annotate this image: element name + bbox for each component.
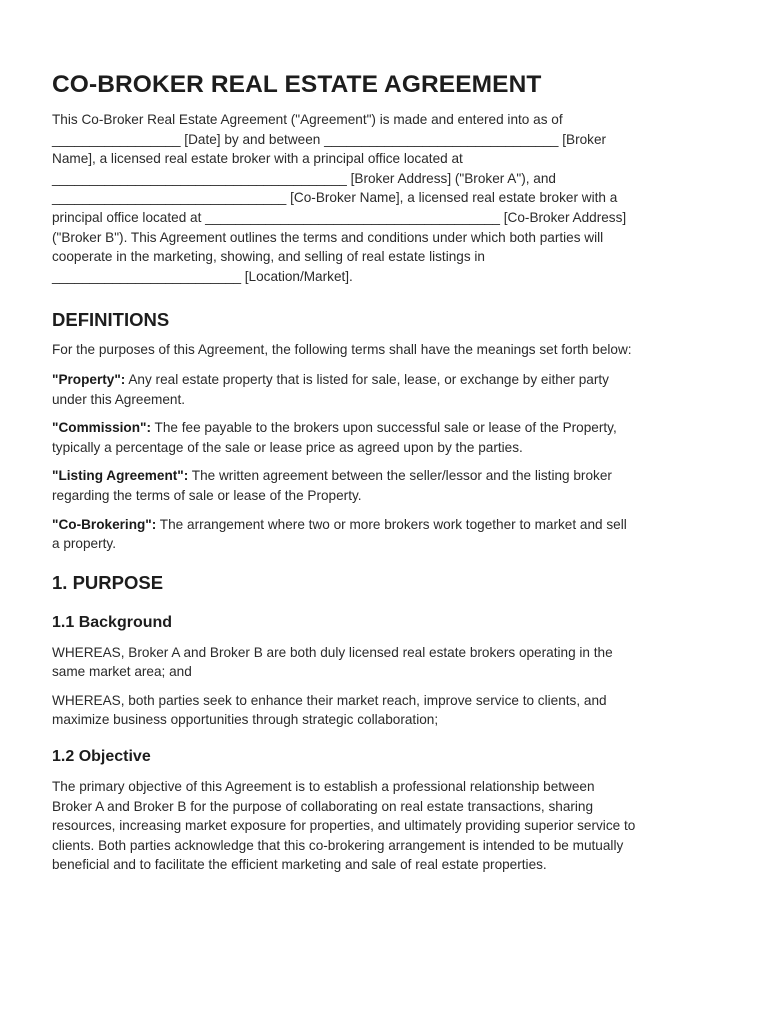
definition-text: under this Agreement. (52, 391, 185, 407)
definitions-lead: For the purposes of this Agreement, the following terms shall have the meanings set forth below: (52, 342, 632, 358)
purpose-heading: 1. PURPOSE (52, 571, 164, 593)
definition-term: "Property": (52, 371, 126, 387)
intro-line: _______________________________ [Co-Broker Name], a licensed real estate broker with a (52, 190, 618, 206)
definitions-heading: DEFINITIONS (52, 309, 170, 331)
objective-paragraph (52, 777, 724, 875)
paragraph-line: resources, increasing market exposure for properties, and ultimately providing superior service to (52, 818, 636, 834)
intro-line: This Co-Broker Real Estate Agreement ("Agreement") is made and entered into as of (52, 112, 563, 127)
background-heading: 1.1 Background (52, 613, 173, 631)
definition-text: regarding the terms of sale or lease of the Property. (52, 487, 362, 503)
definition-item (52, 515, 724, 554)
definition-term: "Co-Brokering": (52, 516, 157, 532)
paragraph-line: clients. Both parties acknowledge that this co-brokering arrangement is intended to be mutually (52, 837, 624, 853)
paragraph-line: WHEREAS, Broker A and Broker B are both duly licensed real estate brokers operating in the (52, 644, 613, 660)
document-body (52, 70, 724, 884)
definition-text: The written agreement between the seller/lessor and the listing broker (188, 468, 612, 484)
background-paragraph (52, 691, 724, 730)
definition-text: Any real estate property that is listed for sale, lease, or exchange by either party (125, 371, 609, 387)
definition-item (52, 418, 724, 457)
paragraph-line: beneficial and to facilitate the efficient marketing and sale of real estate properties. (52, 857, 547, 873)
definition-text: The fee payable to the brokers upon successful sale or lease of the Property, (151, 420, 617, 436)
intro-line: principal office located at _______________________________________ [Co-Broker Address] (52, 209, 627, 225)
intro-line: Name], a licensed real estate broker with a principal office located at (52, 151, 463, 167)
document-title: CO-BROKER REAL ESTATE AGREEMENT (52, 71, 542, 98)
intro-line: _______________________________________ [Broker Address] ("Broker A"), and (52, 170, 556, 186)
definition-item (52, 370, 724, 409)
paragraph-line: same market area; and (52, 664, 192, 680)
paragraph-line: The primary objective of this Agreement is to establish a professional relationship between (52, 779, 595, 795)
intro-line: ("Broker B"). This Agreement outlines the terms and conditions under which both parties will (52, 229, 604, 245)
background-paragraph (52, 643, 724, 682)
intro-line: _________________________ [Location/Market]. (52, 268, 353, 284)
intro-line: _________________ [Date] by and between _______________________________ [Broker (52, 131, 607, 147)
objective-heading: 1.2 Objective (52, 748, 151, 766)
intro-line: cooperate in the marketing, showing, and selling of real estate listings in (52, 249, 485, 265)
definition-item (52, 466, 724, 505)
definition-text: typically a percentage of the sale or lease price as agreed upon by the parties. (52, 439, 523, 455)
paragraph-line: maximize business opportunities through strategic collaboration; (52, 712, 439, 728)
definition-text: a property. (52, 536, 116, 552)
paragraph-line: WHEREAS, both parties seek to enhance their market reach, improve service to clients, and (52, 692, 607, 708)
intro-paragraph (52, 110, 724, 286)
definition-term: "Commission": (52, 420, 151, 436)
definition-term: "Listing Agreement": (52, 468, 189, 484)
definition-text: The arrangement where two or more brokers work together to market and sell (156, 516, 627, 532)
paragraph-line: Broker A and Broker B for the purpose of collaborating on real estate transactions, sharing (52, 798, 594, 814)
